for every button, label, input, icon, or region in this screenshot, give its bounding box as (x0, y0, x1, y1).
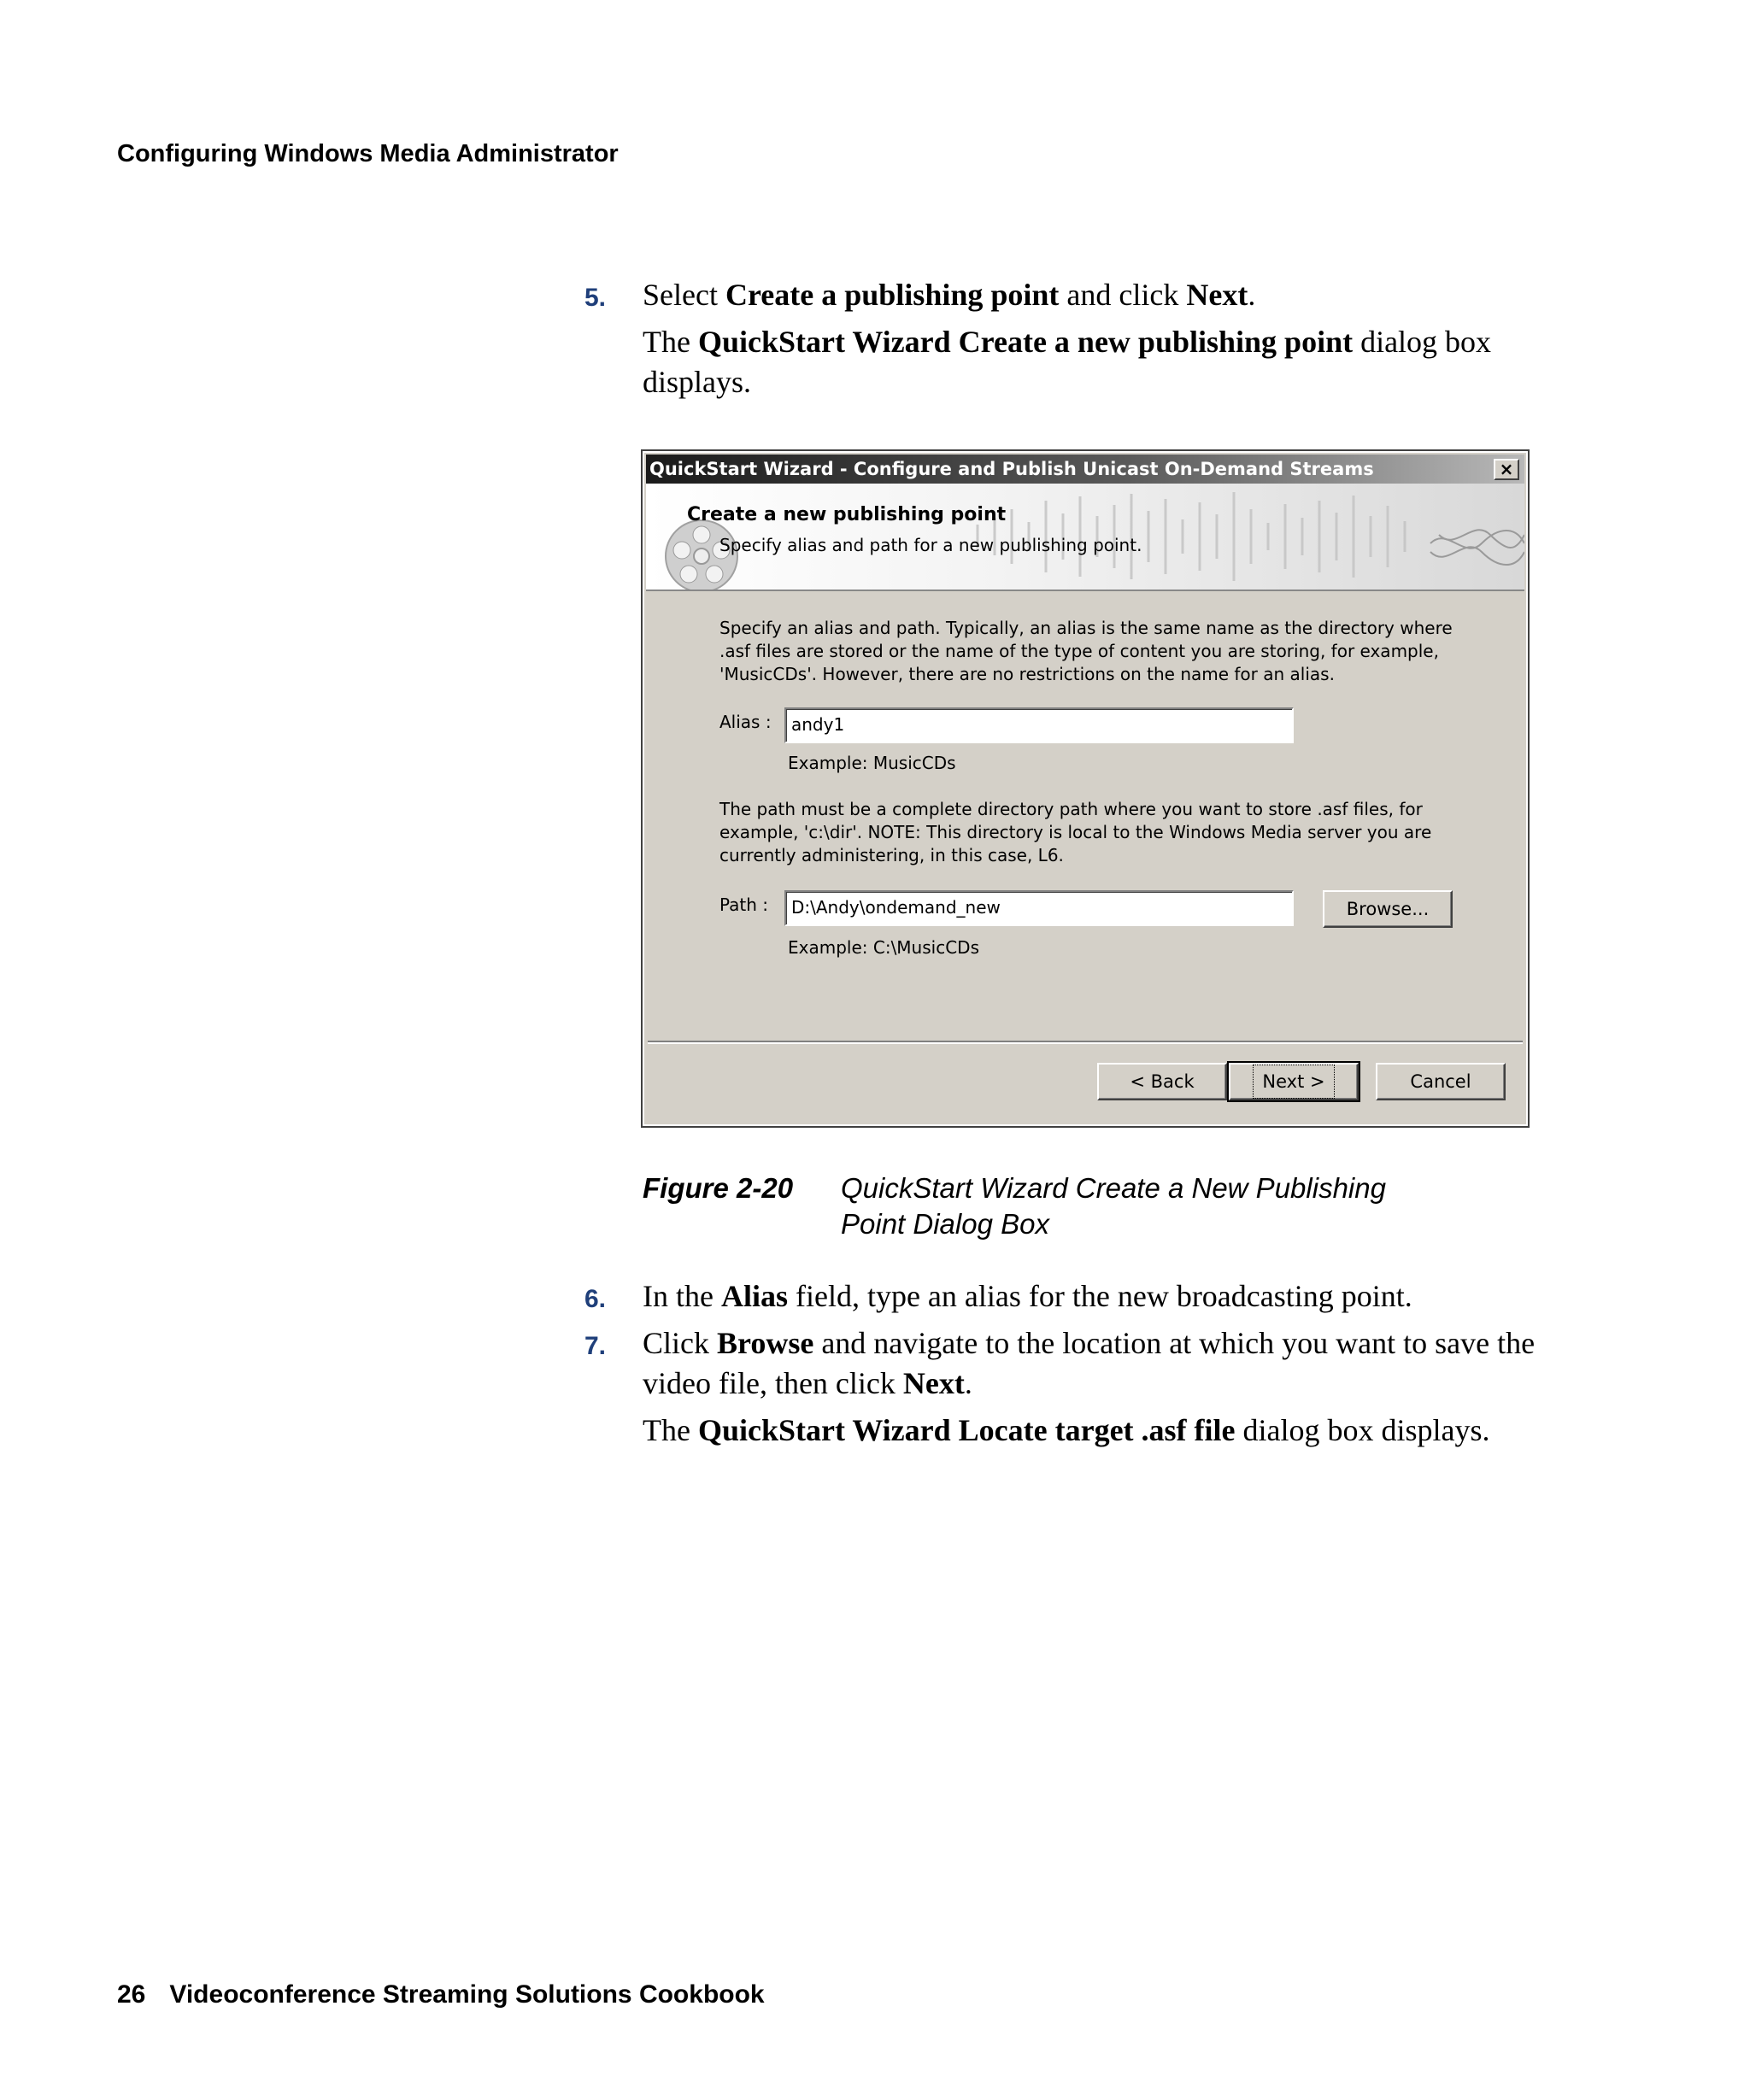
path-instructions-line: The path must be a complete directory path where you want to store .asf files, for (719, 799, 1423, 819)
path-input[interactable]: D:\Andy\ondemand_new (784, 890, 1294, 926)
step-bold-text: Browse (717, 1326, 814, 1360)
intro-line: .asf files are stored or the name of the type of content you are storing, for example, (719, 641, 1439, 661)
figure-caption-text: QuickStart Wizard Create a New Publishing Point Dialog Box (841, 1172, 1386, 1240)
intro-line: Specify an alias and path. Typically, an alias is the same name as the directory where (719, 618, 1453, 638)
dialog-titlebar (646, 455, 1524, 484)
step-text-part: Click (643, 1326, 717, 1360)
figure-label: Figure 2-20 (643, 1172, 794, 1204)
result-text-part: dialog box displays. (1235, 1413, 1490, 1447)
browse-button[interactable]: Browse... (1323, 890, 1453, 928)
step-6 (584, 1276, 1542, 1317)
next-button[interactable] (1229, 1063, 1359, 1100)
close-button[interactable]: × (1494, 459, 1519, 480)
running-header: Configuring Windows Media Administrator (117, 140, 619, 167)
upper-instructions (584, 275, 1542, 402)
step-bold-text: Next (902, 1366, 965, 1400)
button-separator (648, 1041, 1523, 1044)
step-number: 5. (584, 284, 607, 312)
step-5 (584, 275, 1542, 315)
cancel-button[interactable]: Cancel (1376, 1063, 1506, 1100)
banner-subtitle: Specify alias and path for a new publishing point. (719, 535, 1142, 555)
step-text-part: Select (643, 278, 725, 312)
step-text-part: and navigate to the location at which you want to save the video file, then click (643, 1326, 1536, 1400)
result-text-part: The (643, 1413, 698, 1447)
path-instructions-line: currently administering, in this case, L6. (719, 845, 1064, 865)
path-label: Path : (719, 895, 769, 915)
alias-example: Example: MusicCDs (788, 753, 956, 773)
step-text-part: and click (1059, 278, 1187, 312)
step-number: 7. (584, 1332, 607, 1360)
step-7-result (584, 1411, 1542, 1451)
result-text-part: dialog box displays. (643, 325, 1492, 399)
dialog-title: QuickStart Wizard - Configure and Publish Unicast On-Demand Streams (649, 459, 1374, 479)
step-bold-text: Next (1186, 278, 1248, 312)
result-bold-text: QuickStart Wizard Create a new publishing point (697, 325, 1354, 359)
wizard-banner (646, 484, 1524, 591)
path-example: Example: C:\MusicCDs (788, 937, 979, 958)
step-5-result (584, 322, 1542, 402)
step-bold-text: Create a publishing point (725, 278, 1060, 312)
wizard-dialog-screenshot (643, 451, 1528, 1126)
step-text-part: field, type an alias for the new broadcasting point. (787, 1279, 1412, 1313)
step-7 (584, 1323, 1542, 1404)
step-text-part: In the (643, 1279, 721, 1313)
banner-title: Create a new publishing point (687, 504, 1007, 525)
alias-input[interactable]: andy1 (784, 707, 1294, 743)
page-footer (117, 1980, 765, 2009)
alias-label: Alias : (719, 712, 772, 732)
path-instructions-line: example, 'c:\dir'. NOTE: This directory is local to the Windows Media server you are (719, 822, 1432, 842)
step-number: 6. (584, 1285, 607, 1313)
next-button-label: Next > (1253, 1065, 1334, 1099)
page-number: 26 (117, 1980, 146, 2009)
step-text-part: . (964, 1366, 972, 1400)
book-title: Videoconference Streaming Solutions Cookbook (169, 1980, 765, 2009)
intro-line: 'MusicCDs'. However, there are no restrictions on the name for an alias. (719, 664, 1335, 684)
lower-instructions (584, 1276, 1542, 1451)
result-text-part: The (643, 325, 698, 359)
step-bold-text: Alias (720, 1279, 788, 1313)
result-bold-text: QuickStart Wizard Locate target .asf file (697, 1413, 1236, 1447)
back-button[interactable]: < Back (1097, 1063, 1227, 1100)
step-text-part: . (1248, 278, 1256, 312)
